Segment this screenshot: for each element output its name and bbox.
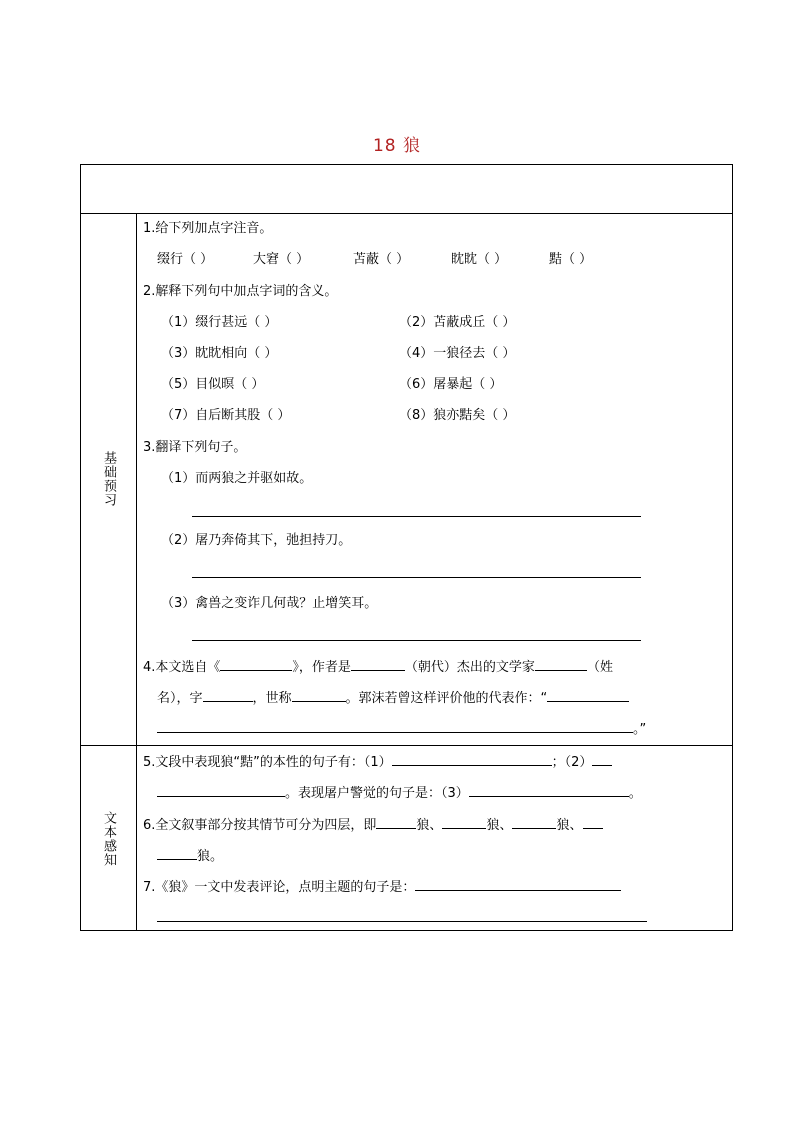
- section-divider: [81, 745, 732, 746]
- answer-line[interactable]: [192, 577, 641, 578]
- answer-blank[interactable]: [415, 878, 621, 891]
- question-6-text: 狼: [416, 818, 430, 833]
- question-3-sentence: （2）屠乃奔倚其下，弛担持刀。: [161, 533, 352, 548]
- question-2-item: （4）一狼径去（ ）: [399, 346, 516, 361]
- question-4-line-3: [157, 720, 646, 738]
- question-2-item: （6）屠暴起（ ）: [399, 377, 503, 392]
- question-5-text: 。: [628, 786, 642, 801]
- question-5-line-2: [157, 784, 642, 802]
- answer-blank[interactable]: [535, 658, 587, 671]
- answer-blank[interactable]: [157, 784, 285, 797]
- answer-blank[interactable]: [512, 816, 556, 829]
- answer-blank[interactable]: [592, 753, 612, 766]
- answer-blank[interactable]: [157, 720, 633, 733]
- question-4-text: 4.本文选自《: [143, 660, 221, 675]
- question-4-text: ，世称: [252, 691, 292, 706]
- section-label-preview: [81, 213, 136, 745]
- answer-blank[interactable]: [392, 753, 552, 766]
- answer-blank[interactable]: [292, 689, 346, 702]
- answer-blank[interactable]: [376, 816, 416, 829]
- question-6-text: 、: [569, 818, 583, 833]
- question-4-line-1: [143, 658, 613, 676]
- question-6-line-1: [143, 816, 603, 834]
- answer-blank[interactable]: [583, 816, 603, 829]
- question-3-sentence: （1）而两狼之并驱如故。: [161, 471, 313, 486]
- question-4-text: 。郭沫若曾这样评价他的代表作：“: [345, 691, 548, 706]
- question-3-prompt: 3.翻译下列句子。: [143, 440, 247, 455]
- question-4-text: （朝代）杰出的文学家: [404, 660, 535, 675]
- question-6-text: 6.全文叙事部分按其情节可分为四层，即: [143, 818, 377, 833]
- question-7-text: 7.《狼》一文中发表评论，点明主题的句子是：: [143, 880, 416, 895]
- answer-blank[interactable]: [203, 689, 253, 702]
- answer-blank[interactable]: [442, 816, 486, 829]
- question-2-item: （8）狼亦黠矣（ ）: [399, 408, 516, 423]
- question-2-item: （2）苫蔽成丘（ ）: [399, 315, 516, 330]
- question-2-item: （5）目似暝（ ）: [161, 377, 265, 392]
- question-6-text: 、: [429, 818, 443, 833]
- question-6-line-2: [157, 847, 223, 865]
- section-label-perception-text: 文本感知: [101, 810, 116, 867]
- section-label-preview-text: 基础预习: [101, 451, 116, 507]
- question-2-item: （7）自后断其股（ ）: [161, 408, 291, 423]
- question-5-line-1: [143, 753, 612, 771]
- question-1-item: 苫蔽（ ）: [353, 252, 410, 267]
- answer-blank[interactable]: [220, 658, 292, 671]
- question-4-text: 名），字: [157, 691, 203, 706]
- question-1-prompt: 1.给下列加点字注音。: [143, 221, 273, 236]
- question-1-item: 黠（ ）: [549, 252, 593, 267]
- answer-blank[interactable]: [547, 689, 629, 702]
- question-7-line-1: [143, 878, 621, 896]
- question-4-text: （姓: [586, 660, 613, 675]
- question-4-text: 》，作者是: [292, 660, 351, 675]
- question-5-text: ；（2）: [551, 755, 593, 770]
- question-3-sentence: （3）禽兽之变诈几何哉？止增笑耳。: [161, 596, 378, 611]
- question-2-prompt: 2.解释下列句中加点字词的含义。: [143, 284, 338, 299]
- answer-blank[interactable]: [351, 658, 405, 671]
- question-6-text: 狼: [556, 818, 570, 833]
- answer-line[interactable]: [157, 921, 647, 922]
- question-5-text: 5.文段中表现狼“黠”的本性的句子有：（1）: [143, 755, 392, 770]
- section-label-perception: [81, 745, 136, 932]
- question-5-text: 。表现屠户警觉的句子是：（3）: [285, 786, 469, 801]
- header-row-divider: [81, 213, 732, 214]
- page-title: 18 狼: [372, 136, 422, 156]
- question-1-item: 眈眈（ ）: [451, 252, 508, 267]
- question-4-line-2: [157, 689, 629, 707]
- question-2-item: （3）眈眈相向（ ）: [161, 346, 278, 361]
- label-column-divider: [136, 213, 137, 930]
- answer-blank[interactable]: [469, 784, 629, 797]
- question-1-item: 缀行（ ）: [157, 252, 214, 267]
- question-4-text: 。”: [633, 722, 647, 737]
- worksheet-table: [80, 164, 733, 931]
- answer-line[interactable]: [192, 516, 641, 517]
- question-6-text: 、: [499, 818, 513, 833]
- question-2-item: （1）缀行甚远（ ）: [161, 315, 278, 330]
- question-6-text: 狼。: [197, 849, 224, 864]
- question-1-item: 大窘（ ）: [253, 252, 310, 267]
- answer-blank[interactable]: [157, 847, 197, 860]
- answer-line[interactable]: [192, 640, 641, 641]
- question-6-text: 狼: [486, 818, 500, 833]
